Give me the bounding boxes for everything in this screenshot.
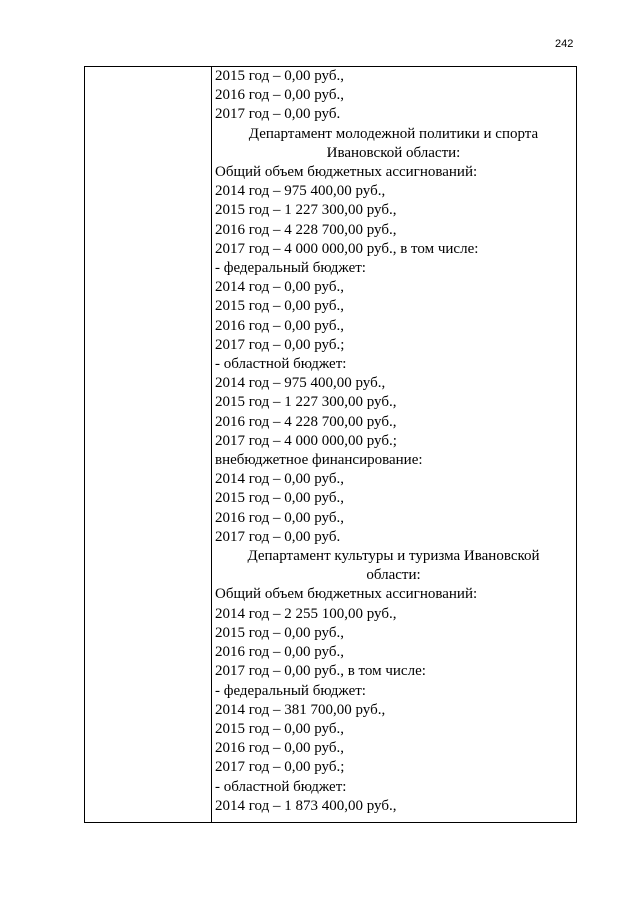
table-left-cell (85, 67, 212, 822)
text-line: 2015 год – 0,00 руб., (215, 298, 344, 315)
text-line: 2017 год – 0,00 руб.; (215, 759, 345, 776)
section-heading-line: Департамент молодежной политики и спорта (248, 125, 539, 142)
section-heading-line: области: (366, 567, 421, 584)
text-line: - федеральный бюджет: (215, 682, 366, 699)
text-line: Общий объем бюджетных ассигнований: (215, 164, 478, 181)
page-number: 242 (555, 38, 574, 50)
text-line: 2017 год – 0,00 руб. (215, 106, 341, 123)
text-line: 2017 год – 4 000 000,00 руб.; (215, 432, 397, 449)
text-line: 2015 год – 1 227 300,00 руб., (215, 394, 397, 411)
text-line: - областной бюджет: (215, 778, 347, 795)
text-line: 2016 год – 0,00 руб., (215, 644, 344, 661)
text-line: 2014 год – 975 400,00 руб., (215, 375, 386, 392)
text-line: 2015 год – 0,00 руб., (215, 68, 344, 84)
text-line: Общий объем бюджетных ассигнований: (215, 586, 478, 603)
text-line: 2015 год – 0,00 руб., (215, 624, 344, 641)
text-line: 2017 год – 0,00 руб.; (215, 336, 345, 353)
text-line: - областной бюджет: (215, 356, 347, 373)
text-line: 2015 год – 0,00 руб., (215, 490, 344, 507)
text-line: 2017 год – 0,00 руб., в том числе: (215, 663, 426, 680)
text-line: внебюджетное финансирование: (215, 452, 423, 469)
text-line: 2016 год – 0,00 руб., (215, 317, 344, 334)
text-line: 2016 год – 0,00 руб., (215, 740, 344, 757)
text-line: 2014 год – 975 400,00 руб., (215, 183, 386, 200)
text-line: 2015 год – 1 227 300,00 руб., (215, 202, 397, 219)
table-right-cell (215, 67, 572, 816)
text-line: 2016 год – 4 228 700,00 руб., (215, 221, 397, 238)
text-line: 2015 год – 0,00 руб., (215, 720, 344, 737)
text-line: 2014 год – 1 873 400,00 руб., (215, 797, 397, 814)
section-heading-line: Департамент культуры и туризма Ивановской (247, 548, 540, 565)
text-line: - федеральный бюджет: (215, 260, 366, 277)
text-line: 2016 год – 0,00 руб., (215, 87, 344, 104)
text-line: 2016 год – 0,00 руб., (215, 509, 344, 526)
text-line: 2016 год – 4 228 700,00 руб., (215, 413, 397, 430)
text-line: 2014 год – 2 255 100,00 руб., (215, 605, 397, 622)
text-line: 2017 год – 0,00 руб. (215, 528, 341, 545)
text-line: 2014 год – 0,00 руб., (215, 279, 344, 296)
text-line: 2014 год – 381 700,00 руб., (215, 701, 386, 718)
text-line: 2017 год – 4 000 000,00 руб., в том числе: (215, 240, 479, 257)
budget-table (84, 66, 577, 823)
text-line: 2014 год – 0,00 руб., (215, 471, 344, 488)
section-heading-line: Ивановской области: (326, 144, 461, 161)
